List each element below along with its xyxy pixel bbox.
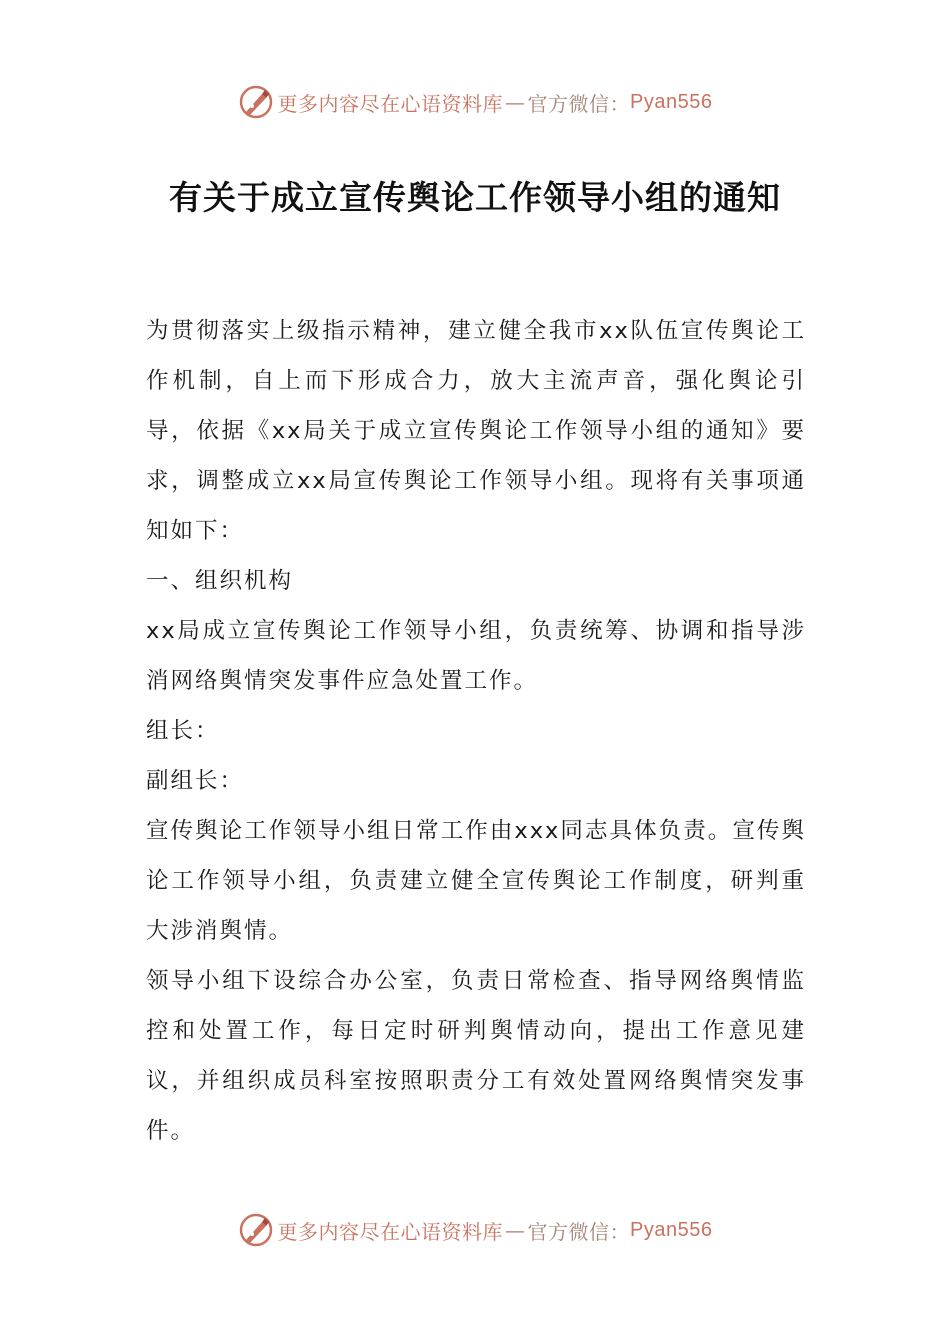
paragraph-deputy-leader: 副组长： — [146, 768, 245, 794]
watermark-brand-text: 更多内容尽在心语资料库 — [277, 1219, 504, 1244]
paragraph-office: 领导小组下设综合办公室，负责日常检查、指导网络舆情监控和处置工作，每日定时研判舆情动向，提出工作意见建议，并组织成员科室按照职责分工有效处置网络舆情突发事件。 — [146, 968, 806, 1144]
paragraph-intro: 为贯彻落实上级指示精神，建立健全我市xx队伍宣传舆论工作机制，自上而下形成合力，放大主流声音，强化舆论引导，依据《xx局关于成立宣传舆论工作领导小组的通知》要求，调整成立xx局宣传舆论工作领导小组。现将有关事项通知如下： — [146, 318, 806, 544]
paragraph-leader: 组长： — [146, 718, 220, 744]
pen-logo-icon — [238, 1212, 274, 1248]
pen-logo-icon — [238, 84, 274, 120]
watermark-separator: — — [505, 1218, 526, 1242]
watermark-wechat-id: Pyan556 — [630, 1218, 713, 1241]
watermark-brand-text: 更多内容尽在心语资料库 — [277, 91, 504, 116]
watermark-wechat-label: 官方微信： — [527, 1219, 631, 1244]
document-title: 有关于成立宣传舆论工作领导小组的通知 — [169, 178, 781, 217]
watermark-wechat-id: Pyan556 — [630, 90, 713, 113]
footer-watermark — [0, 1210, 950, 1250]
paragraph-daily-work: 宣传舆论工作领导小组日常工作由xxx同志具体负责。宣传舆论工作领导小组，负责建立健全宣传舆论工作制度，研判重大涉消舆情。 — [146, 818, 806, 944]
header-watermark — [0, 82, 950, 122]
watermark-separator: — — [505, 90, 526, 114]
paragraph-organization: xx局成立宣传舆论工作领导小组，负责统筹、协调和指导涉消网络舆情突发事件应急处置工作。 — [146, 618, 806, 694]
watermark-wechat-label: 官方微信： — [527, 91, 631, 116]
document-body — [146, 306, 806, 1156]
section-heading-organization: 一、组织机构 — [146, 568, 294, 594]
